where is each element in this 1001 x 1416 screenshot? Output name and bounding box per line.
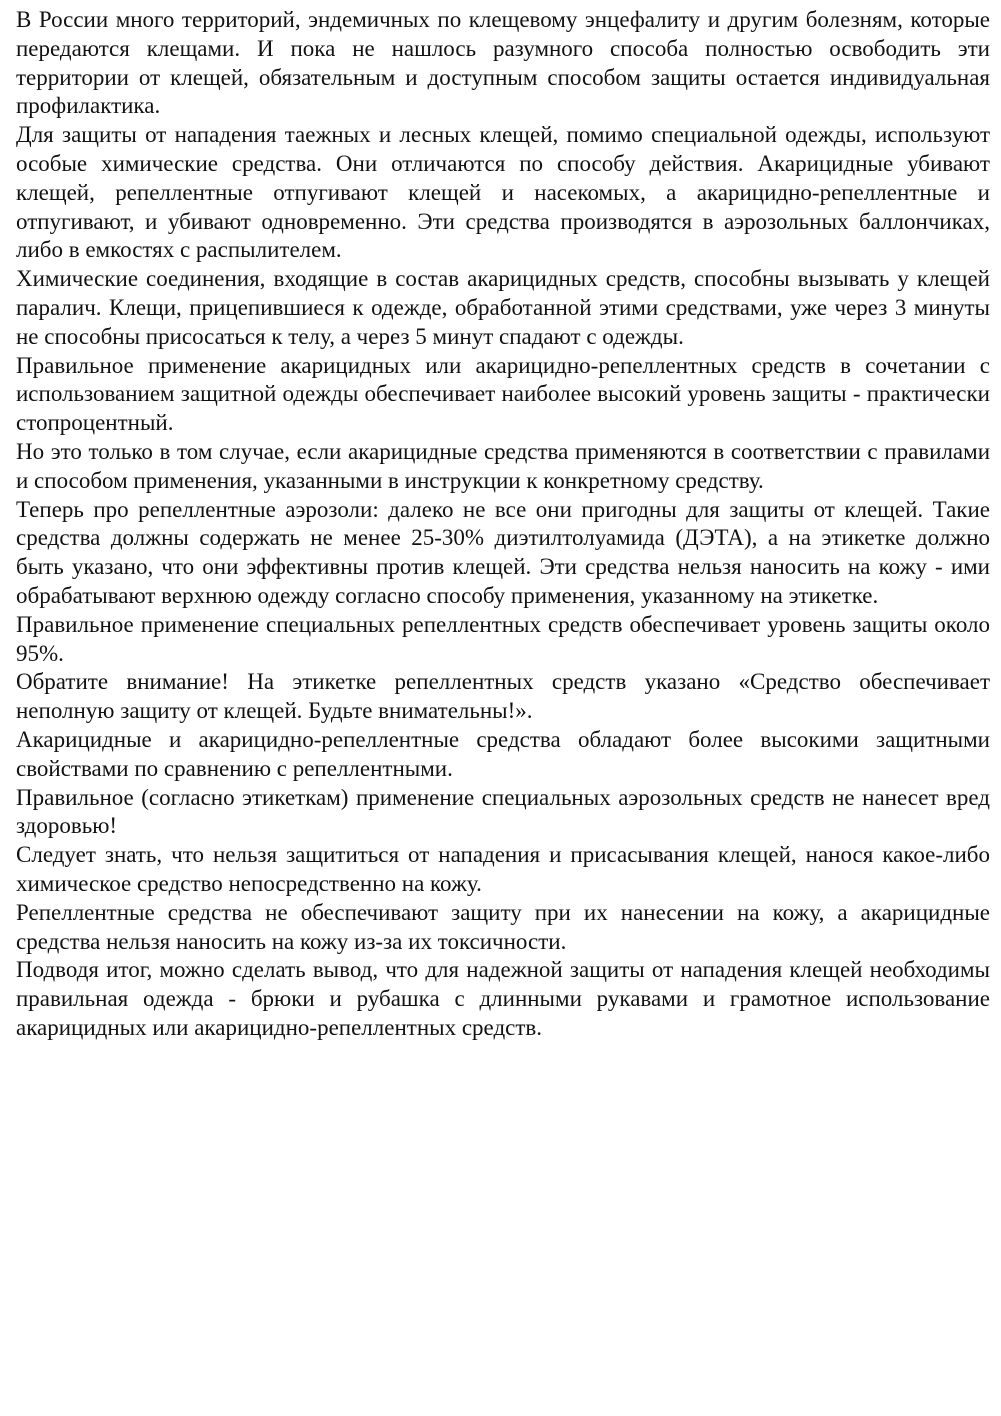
paragraph-12: Репеллентные средства не обеспечивают защиту при их нанесении на кожу, а акарицидные средства нельзя наносить на кожу из-за их токсичности. — [16, 899, 990, 954]
paragraph-13: Подводя итог, можно сделать вывод, что для надежной защиты от нападения клещей необходимы правильная одежда - брюки и рубашка с длинными рукавами и грамотное использование акарицидных или акарицидно-репеллентных средств. — [16, 957, 990, 1040]
paragraph-3: Химические соединения, входящие в состав акарицидных средств, способны вызывать у клещей паралич. Клещи, прицепившиеся к одежде, обработанной этими средствами, уже через 3 минуты не способны присосаться к телу, а через 5 минут спадают с одежды. — [16, 266, 990, 349]
paragraph-9: Акарицидные и акарицидно-репеллентные средства обладают более высокими защитными свойствами по сравнению с репеллентными. — [16, 726, 990, 781]
paragraph-11: Следует знать, что нельзя защититься от нападения и присасывания клещей, нанося какое-либо химическое средство непосредственно на кожу. — [16, 842, 990, 896]
paragraph-4: Правильное применение акарицидных или акарицидно-репеллентных средств в сочетании с использованием защитной одежды обеспечивает наиболее высокий уровень защиты - практически стопроцентный. — [16, 352, 990, 436]
paragraph-1: В России много территорий, эндемичных по клещевому энцефалиту и другим болезням, которые передаются клещами. И пока не нашлось разумного способа полностью освободить эти территории от клещей, обязательным и доступным способом защиты остается индивидуальная профилактика. — [16, 7, 990, 119]
paragraph-7: Правильное применение специальных репеллентных средств обеспечивает уровень защиты около 95%. — [16, 611, 990, 666]
document-body — [16, 6, 990, 1043]
paragraph-5: Но это только в том случае, если акарицидные средства применяются в соответствии с правилами и способом применения, указанными в инструкции к конкретному средству. — [16, 438, 990, 493]
paragraph-6: Теперь про репеллентные аэрозоли: далеко не все они пригодны для защиты от клещей. Такие средства должны содержать не менее 25-30% диэтилтолуамида (ДЭТА), а на этикетке должно быть указано, что они эффективны против клещей. Эти средства нельзя наносить на кожу - ими обрабатывают верхнюю одежду согласно способу применения, указанному на этикетке. — [16, 496, 990, 608]
paragraph-2: Для защиты от нападения таежных и лесных клещей, помимо специальной одежды, используют особые химические средства. Они отличаются по способу действия. Акарицидные убивают клещей, репеллентные отпугивают клещей и насекомых, а акарицидно-репеллентные и отпугивают, и убивают одновременно. Эти средства производятся в аэрозольных баллончиках, либо в емкостях с распылителем. — [16, 122, 990, 263]
paragraph-10: Правильное (согласно этикеткам) применение специальных аэрозольных средств не нанесет вред здоровью! — [16, 784, 990, 839]
paragraph-8: Обратите внимание! На этикетке репеллентных средств указано «Средство обеспечивает неполную защиту от клещей. Будьте внимательны!». — [16, 669, 990, 724]
